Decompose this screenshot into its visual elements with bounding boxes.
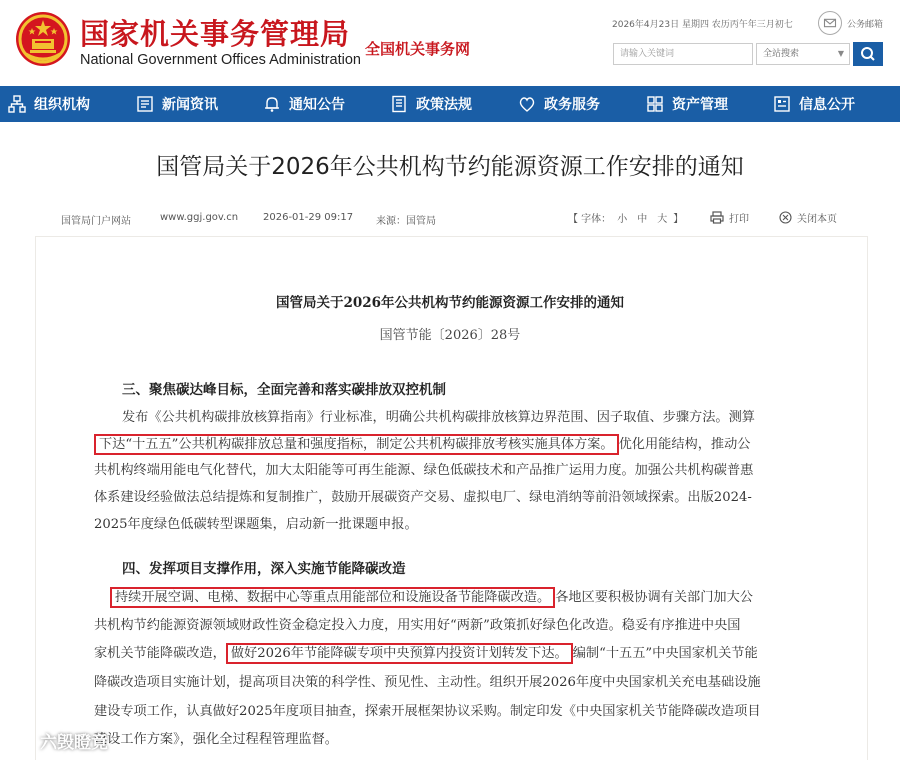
news-icon — [136, 95, 154, 113]
article-title: 国管局关于2026年公共机构节约能源资源工作安排的通知 — [156, 154, 744, 180]
nav-label: 通知公告 — [289, 97, 345, 113]
paragraph-line: 建设专项工作，认真做好2025年度项目抽查，探索开展框架协议采购。制定印发《中央国家机关节能降碳改造项目 — [94, 704, 761, 719]
nav-label: 政务服务 — [544, 97, 600, 113]
org-icon — [8, 95, 26, 113]
highlight-box: 持续开展空调、电梯、数据中心等重点用能部位和设施设备节能降碳改造。 — [110, 587, 555, 608]
font-large-button[interactable]: 大 — [657, 214, 668, 225]
nav-label: 政策法规 — [416, 97, 472, 113]
mail-icon[interactable] — [818, 11, 842, 35]
network-link[interactable]: 全国机关事务网 — [365, 40, 471, 58]
font-size-close: 】 — [673, 214, 684, 225]
policy-icon — [390, 95, 408, 113]
paragraph-line — [110, 589, 753, 607]
nav-item-info[interactable] — [773, 86, 855, 122]
paragraph-line: 发布《公共机构碳排放核算指南》行业标准，明确公共机构碳排放核算边界范围、因子取值、步骤方法。测算 — [122, 410, 755, 425]
site-name-en: National Government Offices Administration — [80, 52, 362, 68]
nav-label: 组织机构 — [34, 97, 90, 113]
article-source: 来源：国管局 — [376, 216, 436, 227]
close-icon — [779, 211, 792, 224]
paragraph-line: 建设工作方案》，强化全过程程管理监督。 — [94, 732, 338, 747]
bell-icon — [263, 95, 281, 113]
font-size-control — [568, 210, 683, 225]
print-label: 打印 — [729, 214, 749, 225]
paragraph-line: 共机构终端用能电气化替代，加大太阳能等可再生能源、绿色低碳技术和产品推广运用力度。加强公共机构碳普惠 — [94, 463, 754, 478]
info-icon — [773, 95, 791, 113]
search-scope-select[interactable] — [756, 43, 850, 65]
section-heading: 三、聚焦碳达峰目标，全面完善和落实碳排放双控机制 — [122, 382, 446, 398]
nav-item-news[interactable] — [136, 86, 218, 122]
paragraph-line — [94, 645, 758, 663]
printer-icon — [710, 211, 724, 224]
camera-logo-icon — [8, 731, 34, 751]
date-line: 2026年4月23日 星期四 农历丙午年三月初七 — [612, 20, 793, 30]
service-icon — [518, 95, 536, 113]
paragraph-line: 2025年度绿色低碳转型课题集，启动新一批课题申报。 — [94, 517, 418, 532]
paragraph-line-tail: 各地区要积极协调有关部门加大公 — [555, 590, 753, 605]
nav-label: 信息公开 — [799, 97, 855, 113]
document-number: 国管节能〔2026〕28号 — [379, 328, 521, 343]
paragraph-line-tail: 编制“十五五”中央国家机关节能 — [572, 646, 758, 661]
article-datetime: 2026-01-29 09:17 — [263, 212, 354, 223]
section-heading: 四、发挥项目支撑作用，深入实施节能降碳改造 — [122, 561, 406, 577]
font-small-button[interactable]: 小 — [617, 214, 628, 225]
close-page-button[interactable] — [779, 210, 837, 225]
site-header — [0, 0, 900, 86]
nav-label: 新闻资讯 — [162, 97, 218, 113]
close-page-label: 关闭本页 — [797, 214, 837, 225]
chevron-down-icon: ▼ — [837, 49, 844, 58]
paragraph-line-head: 家机关节能降碳改造， — [94, 646, 226, 661]
main-nav — [0, 86, 900, 122]
national-emblem-icon[interactable] — [14, 10, 72, 68]
watermark-text: 六毁瞪竟 — [40, 733, 108, 753]
search-input[interactable]: 请输入关键词 — [613, 43, 753, 65]
print-button[interactable] — [710, 210, 749, 225]
nav-item-org[interactable] — [8, 86, 90, 122]
site-name-cn[interactable]: 国家机关事务管理局 — [80, 17, 351, 51]
font-medium-button[interactable]: 中 — [637, 214, 648, 225]
search-scope-label: 全站搜索 — [763, 49, 800, 59]
nav-item-asset[interactable] — [646, 86, 728, 122]
nav-item-policy[interactable] — [390, 86, 472, 122]
mail-link[interactable]: 公务邮箱 — [847, 20, 884, 30]
highlight-box: 下达“十五五”公共机构碳排放总量和强度指标，制定公共机构碳排放考核实施具体方案。 — [94, 434, 619, 455]
paragraph-line — [94, 436, 750, 454]
search-button[interactable] — [853, 42, 883, 66]
paragraph-line: 共机构节约能源资源领域财政性资金稳定投入力度，用实用好“两新”政策抓好绿色化改造。稳妥有序推进中央国 — [94, 618, 741, 633]
article-url: www.ggj.gov.cn — [160, 212, 239, 223]
font-size-label: 【 字体： — [568, 214, 612, 225]
paragraph-line: 体系建设经验做法总结提炼和复制推广，鼓励开展碳资产交易、虚拟电厂、绿电消纳等前沿领域探索。出版2024- — [94, 490, 752, 505]
nav-item-service[interactable] — [518, 86, 600, 122]
watermark — [8, 728, 108, 753]
paragraph-line-tail: 优化用能结构，推动公 — [618, 437, 751, 452]
document-title: 国管局关于2026年公共机构节约能源资源工作安排的通知 — [275, 295, 625, 311]
paragraph-line: 降碳改造项目实施计划，提高项目决策的科学性、预见性、主动性。组织开展2026年度中央国家机关充电基础设施 — [94, 675, 761, 690]
search-icon — [853, 42, 883, 66]
nav-item-notice[interactable] — [263, 86, 345, 122]
asset-icon — [646, 95, 664, 113]
nav-label: 资产管理 — [672, 97, 728, 113]
article-site: 国管局门户网站 — [61, 216, 131, 227]
highlight-box: 做好2026年节能降碳专项中央预算内投资计划转发下达。 — [226, 643, 573, 664]
